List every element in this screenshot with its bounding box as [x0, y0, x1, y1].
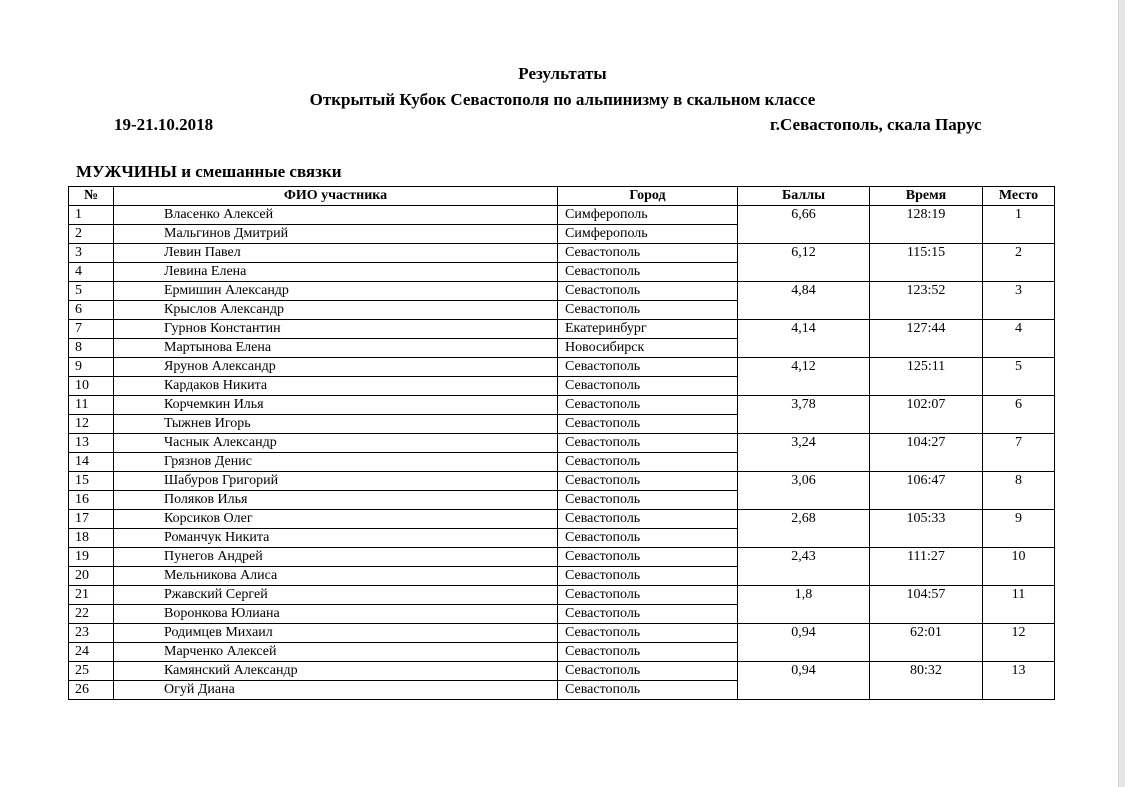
team-place: 13 — [983, 662, 1055, 700]
team-time: 104:27 — [870, 434, 983, 472]
team-score: 6,12 — [738, 244, 870, 282]
team-place: 5 — [983, 358, 1055, 396]
team-score: 3,24 — [738, 434, 870, 472]
participant-number: 4 — [69, 263, 114, 282]
team-place: 11 — [983, 586, 1055, 624]
column-header-score: Баллы — [738, 187, 870, 206]
participant-name: Огуй Диана — [114, 681, 558, 700]
participant-name: Родимцев Михаил — [114, 624, 558, 643]
participant-number: 1 — [69, 206, 114, 225]
participant-city: Севастополь — [558, 244, 738, 263]
table-row — [69, 586, 1055, 605]
participant-city: Севастополь — [558, 510, 738, 529]
column-header-number: № — [69, 187, 114, 206]
team-place: 9 — [983, 510, 1055, 548]
participant-city: Новосибирск — [558, 339, 738, 358]
participant-number: 14 — [69, 453, 114, 472]
participant-number: 2 — [69, 225, 114, 244]
participant-number: 26 — [69, 681, 114, 700]
team-score: 4,14 — [738, 320, 870, 358]
team-time: 125:11 — [870, 358, 983, 396]
table-row — [69, 434, 1055, 453]
team-time: 104:57 — [870, 586, 983, 624]
team-score: 1,8 — [738, 586, 870, 624]
participant-city: Севастополь — [558, 453, 738, 472]
results-body — [69, 206, 1055, 700]
participant-name: Камянский Александр — [114, 662, 558, 681]
participant-city: Симферополь — [558, 225, 738, 244]
section-title: МУЖЧИНЫ и смешанные связки — [76, 162, 342, 181]
table-header-row — [69, 187, 1055, 206]
window-edge — [1118, 0, 1125, 787]
participant-name: Ермишин Александр — [114, 282, 558, 301]
column-header-place: Место — [983, 187, 1055, 206]
participant-number: 18 — [69, 529, 114, 548]
participant-number: 20 — [69, 567, 114, 586]
participant-city: Симферополь — [558, 206, 738, 225]
table-row — [69, 548, 1055, 567]
participant-name: Марченко Алексей — [114, 643, 558, 662]
participant-number: 13 — [69, 434, 114, 453]
table-row — [69, 320, 1055, 339]
participant-city: Севастополь — [558, 282, 738, 301]
team-time: 62:01 — [870, 624, 983, 662]
participant-number: 15 — [69, 472, 114, 491]
participant-city: Севастополь — [558, 586, 738, 605]
participant-number: 6 — [69, 301, 114, 320]
participant-name: Грязнов Денис — [114, 453, 558, 472]
team-score: 0,94 — [738, 662, 870, 700]
participant-city: Севастополь — [558, 301, 738, 320]
participant-name: Левин Павел — [114, 244, 558, 263]
participant-city: Севастополь — [558, 377, 738, 396]
participant-city: Севастополь — [558, 624, 738, 643]
document-subtitle: Открытый Кубок Севастополя по альпинизму в скальном классе — [309, 90, 816, 109]
team-place: 8 — [983, 472, 1055, 510]
participant-number: 21 — [69, 586, 114, 605]
table-row — [69, 510, 1055, 529]
participant-city: Севастополь — [558, 434, 738, 453]
participant-city: Севастополь — [558, 548, 738, 567]
participant-name: Шабуров Григорий — [114, 472, 558, 491]
participant-number: 7 — [69, 320, 114, 339]
team-score: 2,43 — [738, 548, 870, 586]
column-header-city: Город — [558, 187, 738, 206]
table-row — [69, 662, 1055, 681]
team-place: 7 — [983, 434, 1055, 472]
team-place: 4 — [983, 320, 1055, 358]
participant-name: Воронкова Юлиана — [114, 605, 558, 624]
table-row — [69, 358, 1055, 377]
team-score: 0,94 — [738, 624, 870, 662]
team-score: 2,68 — [738, 510, 870, 548]
participant-name: Власенко Алексей — [114, 206, 558, 225]
participant-number: 9 — [69, 358, 114, 377]
table-row — [69, 282, 1055, 301]
participant-name: Пунегов Андрей — [114, 548, 558, 567]
team-time: 106:47 — [870, 472, 983, 510]
team-place: 2 — [983, 244, 1055, 282]
column-header-time: Время — [870, 187, 983, 206]
table-row — [69, 244, 1055, 263]
participant-city: Севастополь — [558, 643, 738, 662]
participant-city: Севастополь — [558, 396, 738, 415]
participant-name: Левина Елена — [114, 263, 558, 282]
participant-name: Кардаков Никита — [114, 377, 558, 396]
participant-number: 8 — [69, 339, 114, 358]
team-time: 128:19 — [870, 206, 983, 244]
participant-number: 3 — [69, 244, 114, 263]
team-time: 102:07 — [870, 396, 983, 434]
participant-name: Корсиков Олег — [114, 510, 558, 529]
participant-name: Ржавский Сергей — [114, 586, 558, 605]
participant-number: 19 — [69, 548, 114, 567]
participant-name: Крыслов Александр — [114, 301, 558, 320]
team-place: 1 — [983, 206, 1055, 244]
participant-city: Севастополь — [558, 491, 738, 510]
participant-number: 25 — [69, 662, 114, 681]
participant-number: 16 — [69, 491, 114, 510]
participant-number: 22 — [69, 605, 114, 624]
participant-city: Севастополь — [558, 358, 738, 377]
participant-name: Часнык Александр — [114, 434, 558, 453]
team-place: 3 — [983, 282, 1055, 320]
participant-name: Романчук Никита — [114, 529, 558, 548]
table-row — [69, 624, 1055, 643]
participant-name: Мельникова Алиса — [114, 567, 558, 586]
team-score: 4,12 — [738, 358, 870, 396]
participant-name: Поляков Илья — [114, 491, 558, 510]
participant-number: 23 — [69, 624, 114, 643]
column-header-name: ФИО участника — [114, 187, 558, 206]
participant-city: Севастополь — [558, 529, 738, 548]
team-score: 3,78 — [738, 396, 870, 434]
team-time: 115:15 — [870, 244, 983, 282]
team-place: 12 — [983, 624, 1055, 662]
team-score: 4,84 — [738, 282, 870, 320]
participant-number: 17 — [69, 510, 114, 529]
team-place: 10 — [983, 548, 1055, 586]
participant-city: Севастополь — [558, 472, 738, 491]
participant-city: Севастополь — [558, 681, 738, 700]
participant-city: Севастополь — [558, 263, 738, 282]
participant-number: 5 — [69, 282, 114, 301]
table-row — [69, 472, 1055, 491]
team-score: 6,66 — [738, 206, 870, 244]
participant-city: Екатеринбург — [558, 320, 738, 339]
team-time: 123:52 — [870, 282, 983, 320]
team-score: 3,06 — [738, 472, 870, 510]
participant-city: Севастополь — [558, 415, 738, 434]
participant-name: Тыжнев Игорь — [114, 415, 558, 434]
event-place: г.Севастополь, скала Парус — [770, 115, 982, 134]
participant-city: Севастополь — [558, 662, 738, 681]
participant-city: Севастополь — [558, 605, 738, 624]
participant-number: 24 — [69, 643, 114, 662]
participant-name: Корчемкин Илья — [114, 396, 558, 415]
participant-number: 12 — [69, 415, 114, 434]
participant-city: Севастополь — [558, 567, 738, 586]
document-title: Результаты — [518, 64, 607, 83]
results-table — [68, 186, 1055, 700]
team-time: 105:33 — [870, 510, 983, 548]
team-time: 80:32 — [870, 662, 983, 700]
participant-name: Мальгинов Дмитрий — [114, 225, 558, 244]
participant-name: Мартынова Елена — [114, 339, 558, 358]
participant-number: 10 — [69, 377, 114, 396]
table-row — [69, 206, 1055, 225]
table-row — [69, 396, 1055, 415]
participant-number: 11 — [69, 396, 114, 415]
team-place: 6 — [983, 396, 1055, 434]
participant-name: Ярунов Александр — [114, 358, 558, 377]
team-time: 111:27 — [870, 548, 983, 586]
event-date: 19-21.10.2018 — [114, 115, 214, 134]
team-time: 127:44 — [870, 320, 983, 358]
participant-name: Гурнов Константин — [114, 320, 558, 339]
